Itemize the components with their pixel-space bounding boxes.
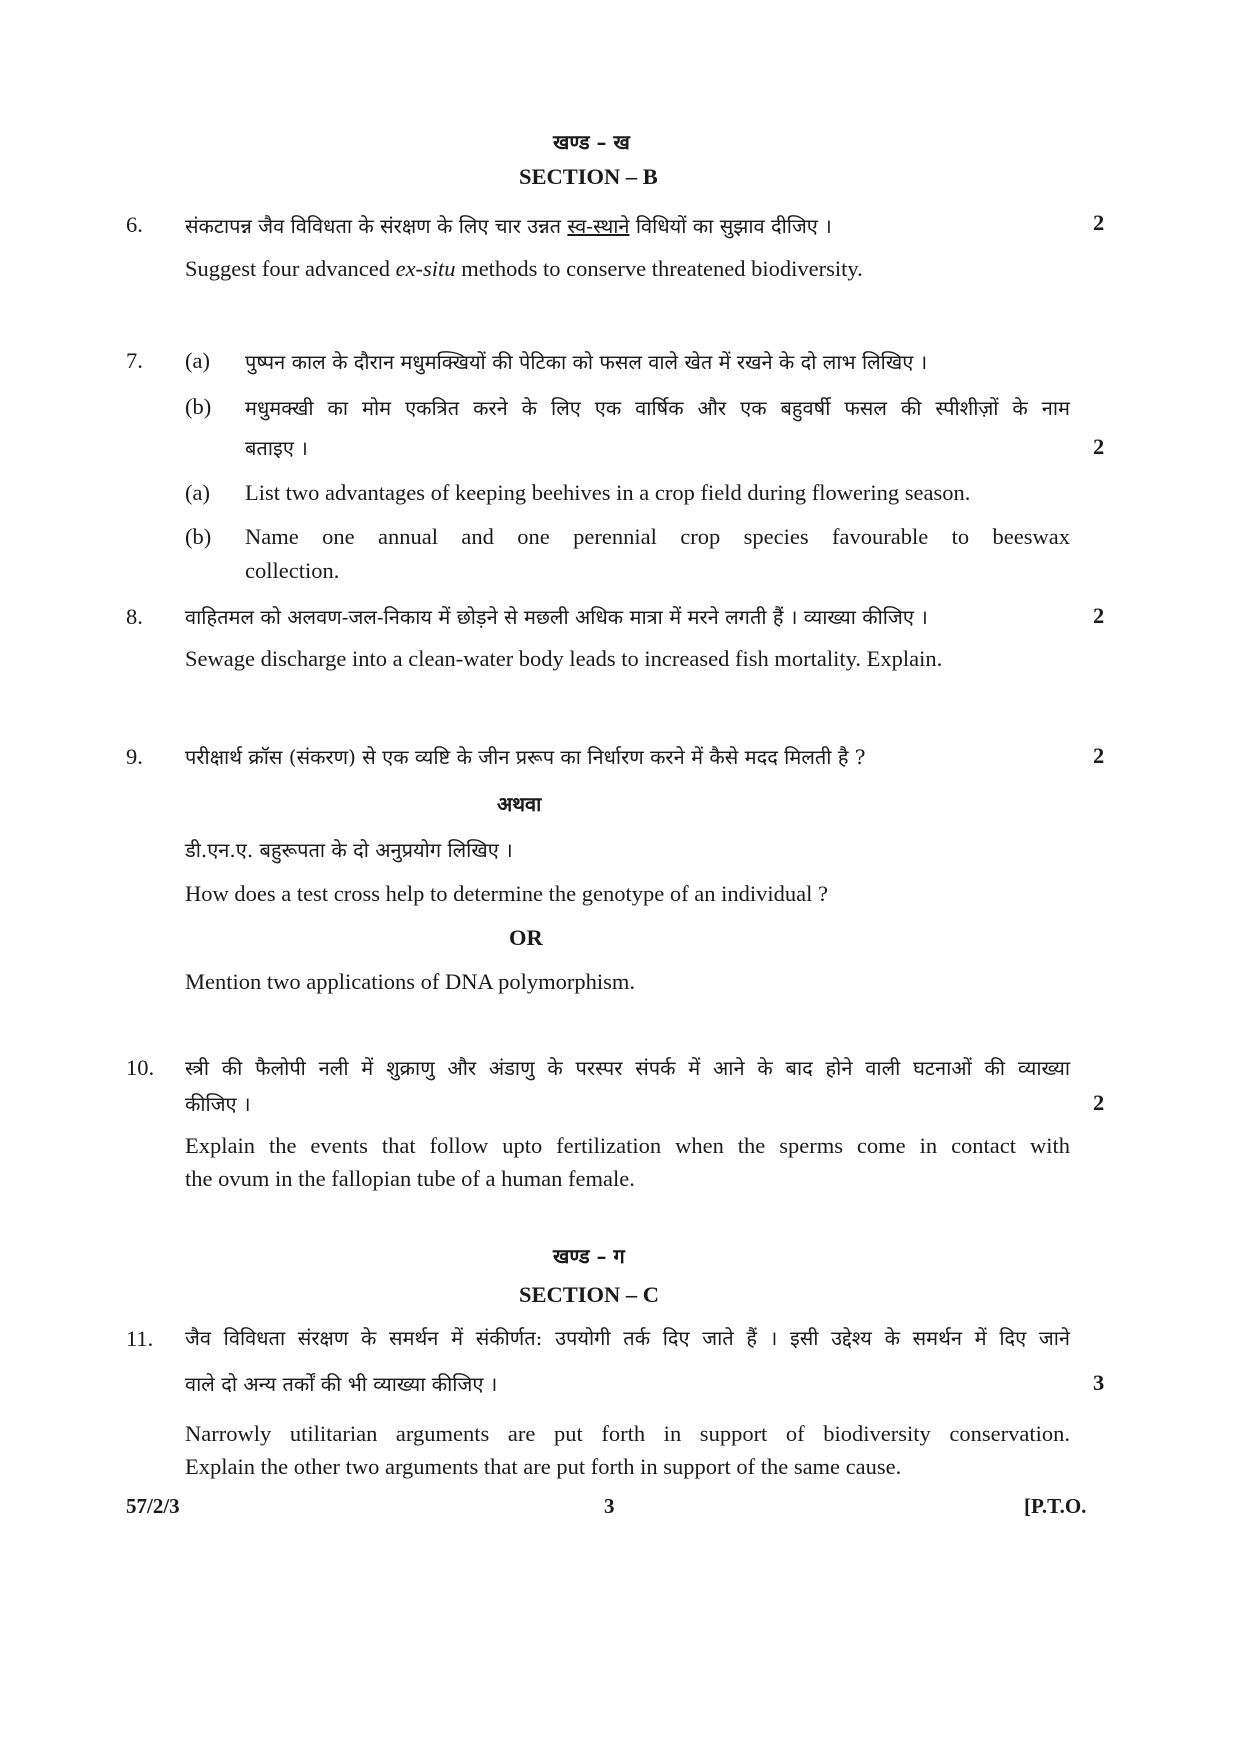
part-b-label: (b) [185, 524, 212, 549]
or-english: OR [509, 925, 543, 950]
pto-marker: [P.T.O. [1024, 1494, 1087, 1518]
paper-code: 57/2/3 [126, 1494, 180, 1518]
question-number: 6. [126, 212, 143, 237]
section-b-hindi-heading: खण्ड – ख [553, 130, 630, 154]
marks: 3 [1093, 1370, 1105, 1395]
question-hindi: परीक्षार्थ क्रॉस (संकरण) से एक व्यष्टि के जीन प्ररूप का निर्धारण करने में कैसे मदद मिलती है ? [185, 745, 866, 769]
question-english-line1: Explain the events that follow upto fertilization when the sperms come in contact with [185, 1133, 1070, 1158]
question-number: 7. [126, 348, 143, 373]
part-b-english-line2: collection. [245, 558, 340, 583]
question-hindi: वाहितमल को अलवण-जल-निकाय में छोड़ने से मछली अधिक मात्रा में मरने लगती हैं । व्याख्या कीजिए । [185, 605, 928, 629]
question-number: 8. [126, 604, 143, 629]
question-english: How does a test cross help to determine the genotype of an individual ? [185, 881, 828, 906]
marks: 2 [1093, 603, 1105, 628]
part-b-label: (b) [185, 394, 212, 419]
question-number: 11. [126, 1326, 154, 1351]
marks: 2 [1093, 434, 1105, 459]
part-a-hindi: पुष्पन काल के दौरान मधुमक्खियों की पेटिका को फसल वाले खेत में रखने के दो लाभ लिखिए । [245, 350, 928, 374]
question-english-line2: Explain the other two arguments that are put forth in support of the same cause. [185, 1454, 902, 1479]
part-b-hindi-line2: बताइए । [245, 436, 308, 460]
marks: 2 [1093, 1090, 1105, 1115]
part-b-hindi-line1: मधुमक्खी का मोम एकत्रित करने के लिए एक वार्षिक और एक बहुवर्षी फसल की स्पीशीज़ों के नाम [245, 396, 1070, 420]
page-number: 3 [604, 1494, 615, 1518]
section-c-hindi-heading: खण्ड – ग [553, 1244, 625, 1268]
alternative-english: Mention two applications of DNA polymorphism. [185, 969, 635, 994]
alternative-hindi: डी.एन.ए. बहुरूपता के दो अनुप्रयोग लिखिए । [185, 838, 513, 862]
underlined-term: स्व-स्थाने [567, 214, 630, 238]
question-hindi-line2: वाले दो अन्य तर्कों की भी व्याख्या कीजिए । [185, 1372, 498, 1396]
marks: 2 [1093, 210, 1105, 235]
question-english-line2: the ovum in the fallopian tube of a human female. [185, 1166, 635, 1191]
section-b-heading: SECTION – B [519, 164, 658, 189]
part-a-label: (a) [185, 348, 210, 373]
question-english: Suggest four advanced ex-situ methods to conserve threatened biodiversity. [185, 256, 863, 281]
question-hindi-line2: कीजिए । [185, 1092, 251, 1116]
question-english-line1: Narrowly utilitarian arguments are put forth in support of biodiversity conservation. [185, 1421, 1070, 1446]
question-hindi-line1: जैव विविधता संरक्षण के समर्थन में संकीर्णत: उपयोगी तर्क दिए जाते हैं । इसी उद्देश्य के समर्थन में दिए जाने [185, 1326, 1070, 1350]
part-a-english: List two advantages of keeping beehives in a crop field during flowering season. [245, 480, 971, 505]
question-hindi-line1: स्त्री की फैलोपी नली में शुक्राणु और अंडाणु के परस्पर संपर्क में आने के बाद होने वाली घटनाओं की व्याख्या [185, 1056, 1070, 1080]
question-english: Sewage discharge into a clean-water body leads to increased fish mortality. Explain. [185, 646, 943, 671]
italic-term: ex-situ [395, 256, 456, 281]
section-c-heading: SECTION – C [519, 1282, 660, 1307]
part-a-label: (a) [185, 480, 210, 505]
question-hindi: संकटापन्न जैव विविधता के संरक्षण के लिए चार उन्नत स्व-स्थाने विधियों का सुझाव दीजिए । [185, 214, 832, 238]
question-number: 9. [126, 744, 143, 769]
or-hindi: अथवा [497, 792, 542, 816]
part-b-english-line1: Name one annual and one perennial crop species favourable to beeswax [245, 524, 1070, 549]
marks: 2 [1093, 743, 1105, 768]
question-number: 10. [126, 1055, 155, 1080]
